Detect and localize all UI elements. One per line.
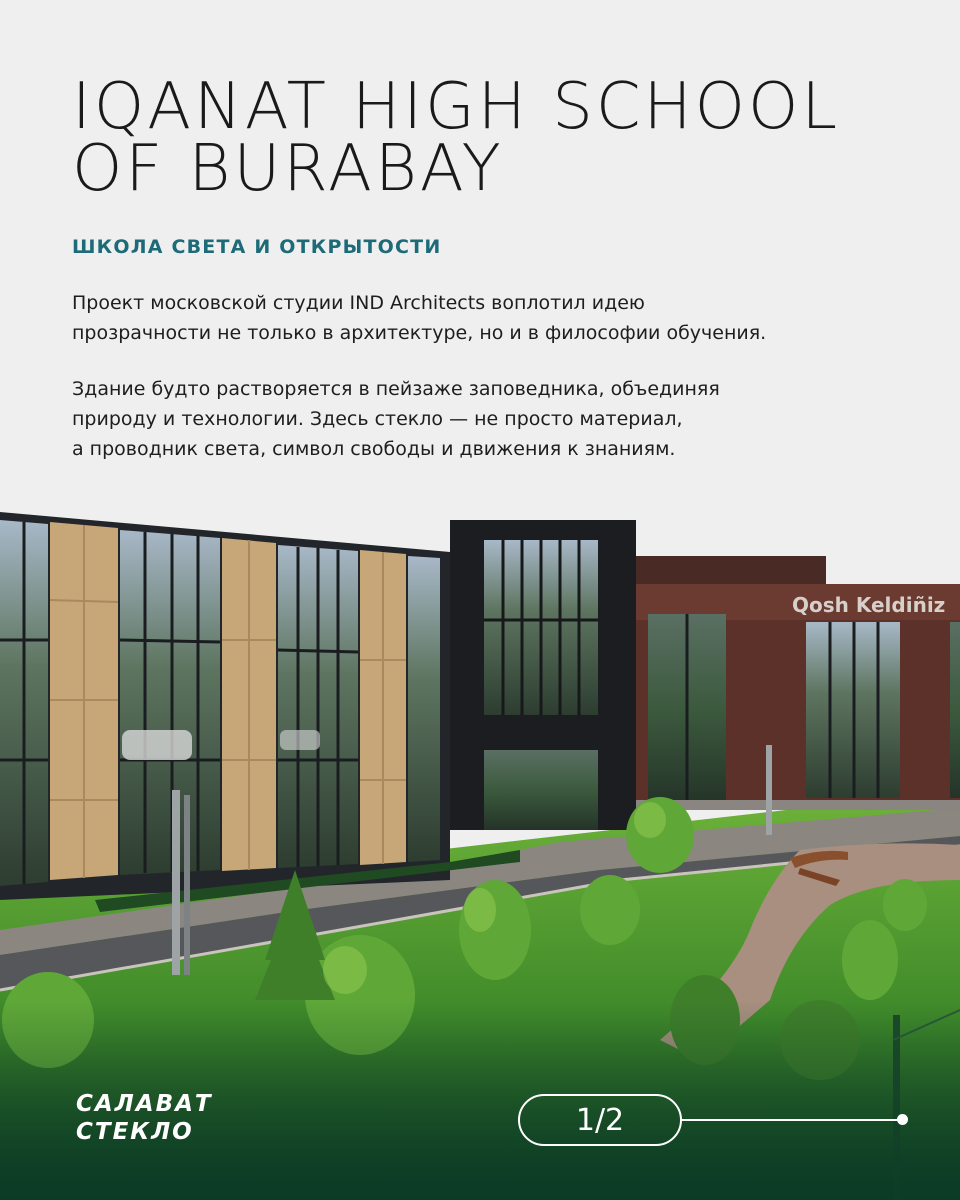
pager-progress-line: [682, 1119, 902, 1121]
paragraph-2-line-1: Здание будто растворяется в пейзаже заповедника, объединяя: [72, 378, 720, 400]
paragraph-2-line-3: а проводник света, символ свободы и движения к знаниям.: [72, 438, 676, 460]
brand-logo: [76, 1090, 213, 1146]
pager-end-dot: [897, 1114, 908, 1125]
paragraph-2-line-2: природу и технологии. Здесь стекло — не просто материал,: [72, 408, 683, 430]
page-title: [72, 70, 912, 206]
subtitle: ШКОЛА СВЕТА И ОТКРЫТОСТИ: [72, 236, 442, 258]
page-indicator: 1/2: [518, 1094, 682, 1146]
paragraph-1-line-1: Проект московской студии IND Architects воплотил идею: [72, 292, 645, 314]
paragraph-1: [72, 288, 932, 348]
logo-line-1: САЛАВАТ: [76, 1091, 213, 1117]
building-sign: Qosh Keldiñiz: [792, 593, 946, 617]
paragraph-2: [72, 374, 932, 464]
title-line-2: OF BURABAY: [72, 132, 504, 206]
logo-line-2: СТЕКЛО: [76, 1119, 194, 1145]
title-line-1: IQANAT HIGH SCHOOL: [72, 70, 841, 144]
paragraph-1-line-2: прозрачности не только в архитектуре, но и в философии обучения.: [72, 322, 767, 344]
